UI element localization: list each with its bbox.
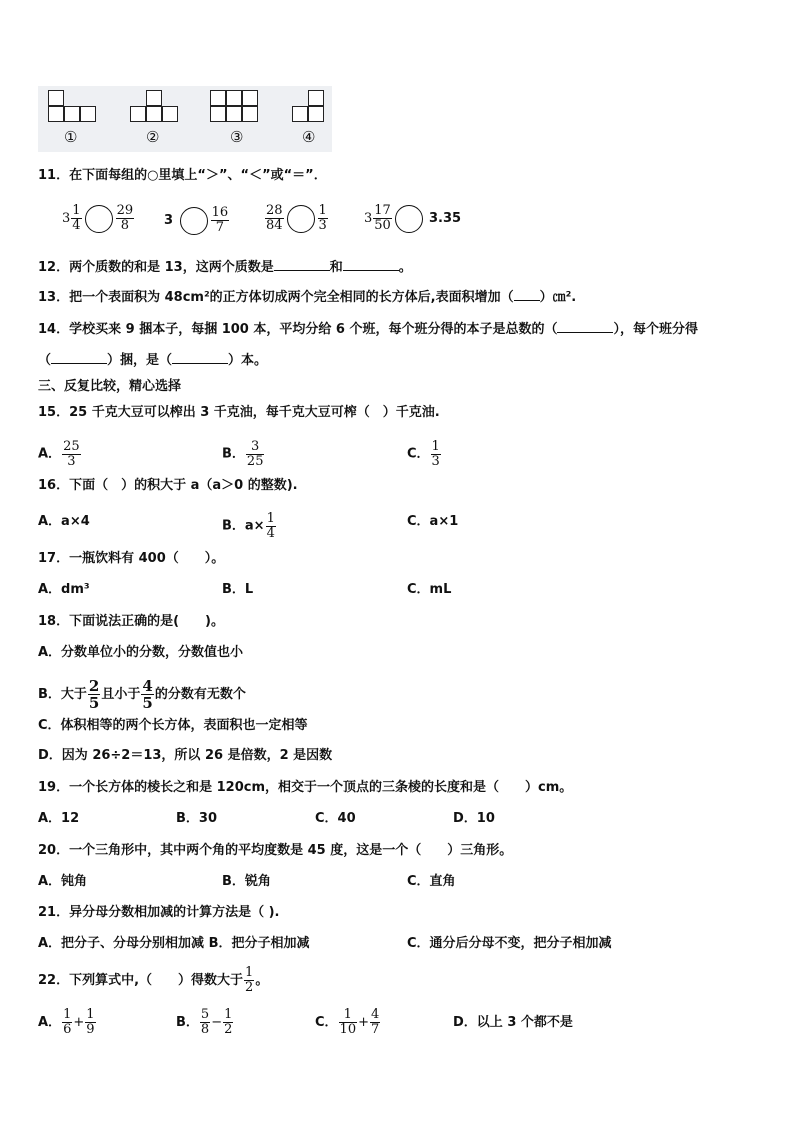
q20-option-c[interactable]: C．直角: [407, 874, 456, 889]
section-heading: 三、反复比较，精心选择: [38, 379, 182, 394]
q22-text: 22．下列算式中,（ ）得数大于 $\frac{1}{2}$ 。: [38, 965, 269, 995]
q18-text: 18．下面说法正确的是( )。: [38, 614, 224, 629]
q15-option-c[interactable]: C． $\frac{1}{3}$: [407, 439, 440, 469]
q19-text: 19．一个长方体的棱长之和是 120cm，相交于一个顶点的三条棱的长度和是（ ）cm。: [38, 780, 573, 795]
q17-option-b[interactable]: B．L: [222, 582, 254, 597]
figure-label-2: ②: [146, 128, 160, 146]
answer-blank[interactable]: [172, 363, 228, 364]
q21-option-c[interactable]: C．通分后分母不变，把分子相加减: [407, 936, 612, 951]
q19-option-c[interactable]: C．40: [315, 811, 356, 826]
q11-item-4: 3 $\frac{17}{50}$ 3.35: [364, 203, 462, 233]
q15-text: 15．25 千克大豆可以榨出 3 千克油，每千克大豆可榨（ ）千克油.: [38, 405, 440, 420]
compare-circle[interactable]: [287, 205, 315, 233]
q22-option-a[interactable]: A． $\frac{1}{6}$ + $\frac{1}{9}$: [38, 1007, 95, 1037]
q19-option-b[interactable]: B．30: [176, 811, 217, 826]
q11-text: 11．在下面每组的○里填上“＞”、“＜”或“＝”．: [38, 168, 327, 183]
q16-option-c[interactable]: C．a×1: [407, 514, 459, 529]
answer-blank[interactable]: [274, 270, 330, 271]
answer-blank[interactable]: [343, 270, 399, 271]
answer-blank[interactable]: [51, 363, 107, 364]
q21-text: 21．异分母分数相加减的计算方法是（ ).: [38, 905, 280, 920]
q16-option-a[interactable]: A．a×4: [38, 514, 90, 529]
figure-label-4: ④: [302, 128, 316, 146]
q14-line2: （ ）捆，是（ ）本。: [38, 353, 268, 368]
figure-label-3: ③: [230, 128, 244, 146]
q20-option-b[interactable]: B．锐角: [222, 874, 271, 889]
q21-option-a-b[interactable]: A．把分子、分母分别相加减 B．把分子相加减: [38, 936, 310, 951]
q17-option-a[interactable]: A．dm³: [38, 582, 90, 597]
q15-option-b[interactable]: B． $\frac{3}{25}$: [222, 439, 264, 469]
q11-item-3: $\frac{28}{84}$ $\frac{1}{3}$: [266, 203, 327, 233]
q19-option-d[interactable]: D．10: [453, 811, 495, 826]
q18-option-a[interactable]: A．分数单位小的分数，分数值也小: [38, 645, 244, 660]
q22-option-c[interactable]: C． $\frac{1}{10}$ + $\frac{4}{7}$: [315, 1007, 380, 1037]
answer-blank[interactable]: [514, 300, 540, 301]
q16-text: 16．下面（ ）的积大于 a（a＞0 的整数).: [38, 478, 298, 493]
q15-option-a[interactable]: A． $\frac{25}{3}$: [38, 439, 80, 469]
answer-blank[interactable]: [557, 332, 613, 333]
q14-line1: 14．学校买来 9 捆本子，每捆 100 本，平均分给 6 个班，每个班分得的本子是总数的（ ），每个班分得: [38, 322, 698, 337]
q17-text: 17．一瓶饮料有 400（ ）。: [38, 551, 225, 566]
figure-label-1: ①: [64, 128, 78, 146]
q18-option-b[interactable]: B．大于 $\frac{2}{5}$ 且小于 $\frac{4}{5}$ 的分数有无数个: [38, 677, 246, 712]
q22-option-b[interactable]: B． $\frac{5}{8}$ − $\frac{1}{2}$: [176, 1007, 233, 1037]
q11-item-2: 3 $\frac{16}{7}$: [164, 205, 229, 235]
q18-option-c[interactable]: C．体积相等的两个长方体，表面积也一定相等: [38, 718, 308, 733]
q11-item-1: 3 $\frac{1}{4}$ $\frac{29}{8}$: [62, 203, 134, 233]
q22-option-d[interactable]: D．以上 3 个都不是: [453, 1015, 573, 1030]
q13: 13．把一个表面积为 48cm²的正方体切成两个完全相同的长方体后,表面积增加（ ）㎝².: [38, 290, 577, 305]
q17-option-c[interactable]: C．mL: [407, 582, 452, 597]
q19-option-a[interactable]: A．12: [38, 811, 80, 826]
compare-circle[interactable]: [180, 207, 208, 235]
q18-option-d[interactable]: D．因为 26÷2＝13，所以 26 是倍数，2 是因数: [38, 748, 333, 763]
q20-option-a[interactable]: A．钝角: [38, 874, 88, 889]
q16-option-b[interactable]: B．a× $\frac{1}{4}$: [222, 511, 275, 541]
net-figures: [38, 86, 332, 152]
compare-circle[interactable]: [85, 205, 113, 233]
q20-text: 20．一个三角形中，其中两个角的平均度数是 45 度，这是一个（ ）三角形。: [38, 843, 513, 858]
q12: 12．两个质数的和是 13，这两个质数是 和 。: [38, 260, 412, 275]
compare-circle[interactable]: [395, 205, 423, 233]
